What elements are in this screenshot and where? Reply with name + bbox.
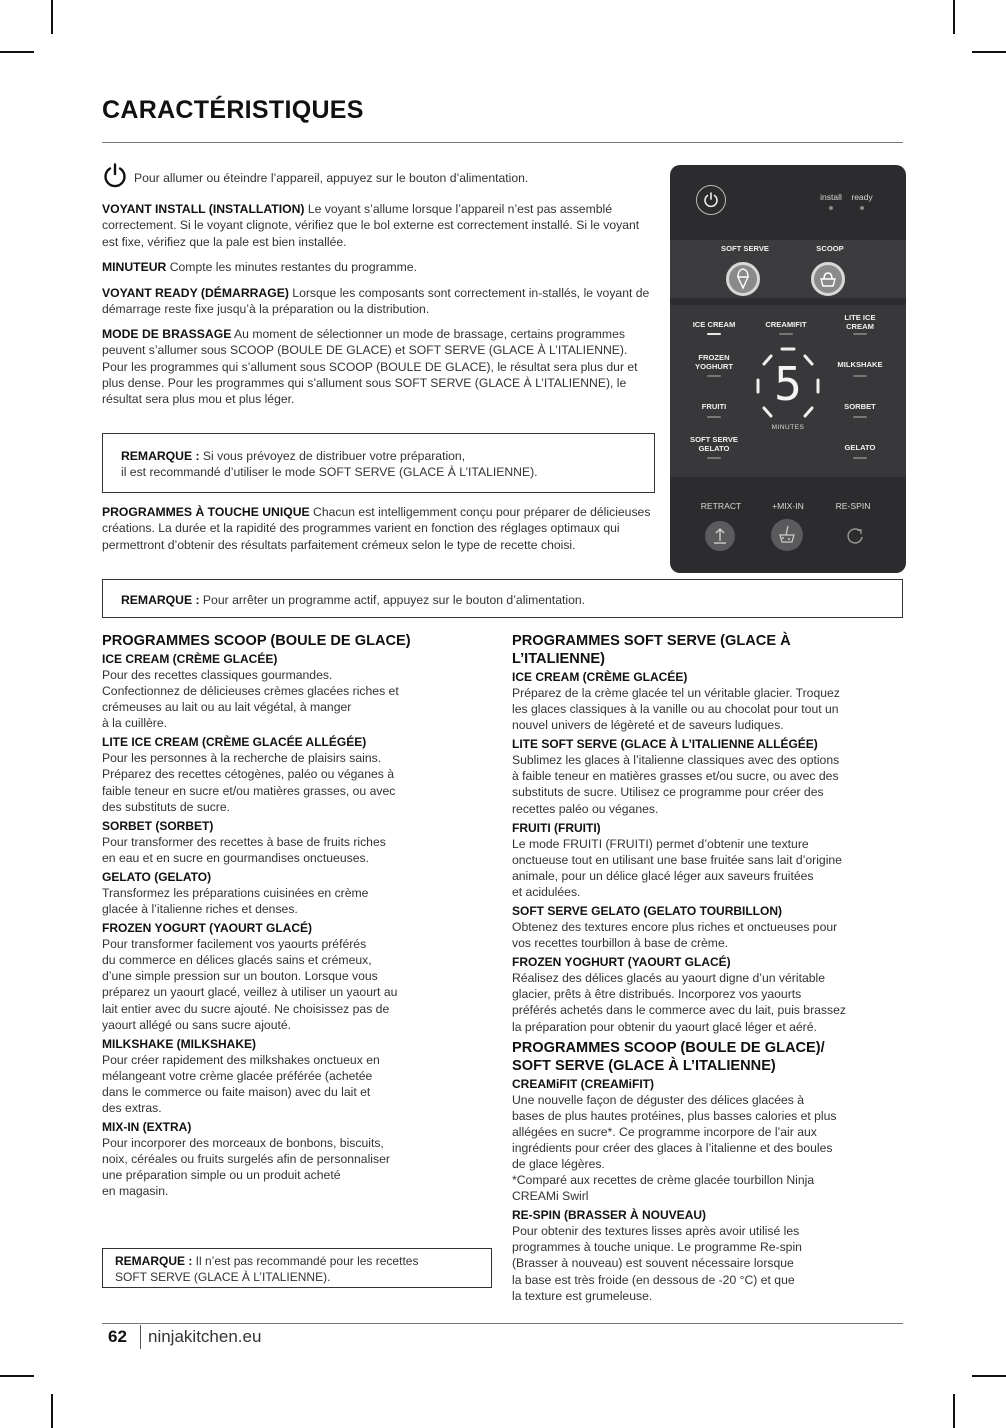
program-section xyxy=(512,821,907,900)
program-description-line: vos recettes tourbillon à base de crème. xyxy=(512,936,729,951)
program-description-line: Pour les personnes à la recherche de plaisirs sains. xyxy=(102,751,382,766)
program-label-line: YOGHURT xyxy=(695,361,733,371)
program-description-line: des extras. xyxy=(102,1100,162,1115)
program-indicator xyxy=(707,416,721,418)
program-description-line: crémeuses au lait ou au lait végétal, à manger xyxy=(102,700,352,715)
program-description-line: allégées en sucre*. Ce programme incorpore de l’air aux xyxy=(512,1124,817,1139)
program-section xyxy=(512,1208,907,1303)
program-title: CREAMiFIT (CREAMiFIT) xyxy=(512,1076,654,1091)
program-section xyxy=(102,652,482,731)
note-line: il est recommandé d’utiliser le mode SOFT SERVE (GLACE À L’ITALIENNE). xyxy=(121,465,538,480)
note-label: REMARQUE : xyxy=(121,593,200,607)
program-description-line: substituts de sucre. Utilisez ce programme pour créer des xyxy=(512,785,824,800)
program-description-line: une préparation simple ou un produit acheté xyxy=(102,1168,341,1183)
one-touch-desc: Chacun est intelligemment conçu pour préparer de délicieuses créations. La durée et la rapidité des programmes varient en fonction des réglages optimaux qui permettront d’obtenir des résultats parfaitement crémeux selon le type de recette choisi. xyxy=(102,505,651,552)
program-description-line: des substituts de sucre. xyxy=(102,799,231,814)
footer-divider xyxy=(140,1325,141,1349)
program-section xyxy=(102,1037,482,1116)
program-indicator xyxy=(707,375,721,377)
program-list xyxy=(102,652,482,1199)
intro-item-timer xyxy=(102,259,652,275)
program-title: GELATO (GELATO) xyxy=(102,869,212,884)
footer-rule xyxy=(102,1323,903,1324)
crop-mark xyxy=(972,1375,1006,1377)
program-title: MIX-IN (EXTRA) xyxy=(102,1120,192,1135)
program-label-line: GELATO xyxy=(698,443,730,453)
intro-item-ready xyxy=(102,285,652,318)
program-fruiti[interactable]: FRUITI xyxy=(701,402,727,411)
program-indicator xyxy=(853,375,867,377)
re-spin-label: RE-SPIN xyxy=(835,501,871,511)
page-title: CARACTÉRISTIQUES xyxy=(102,96,364,124)
one-touch-term: PROGRAMMES À TOUCHE UNIQUE xyxy=(102,505,310,519)
intro-desc: Lorsque les composants sont correctement in-stallés, le voyant de démarrage reste fixe jusqu’à la préparation ou la distribution. xyxy=(102,286,650,317)
note-line xyxy=(121,448,654,464)
program-description-line: la préparation pour obtenir du yaourt glacé léger et aéré. xyxy=(512,1019,817,1034)
program-indicator xyxy=(707,333,721,335)
program-description-line: Réalisez des délices glacés au yaourt digne d’un véritable xyxy=(512,971,826,986)
program-description-line: *Comparé aux recettes de crème glacée tourbillon Ninja xyxy=(512,1173,815,1188)
program-title: FROZEN YOGHURT (YAOURT GLACÉ) xyxy=(512,955,731,970)
program-label-line: SOFT SERVE xyxy=(690,435,738,444)
note-line xyxy=(115,1253,491,1269)
cone-icon xyxy=(729,265,757,293)
program-description-line: Pour transformer des recettes à base de fruits riches xyxy=(102,834,386,849)
soft-serve-label: SOFT SERVE xyxy=(721,244,769,253)
program-frozen-yoghurt[interactable] xyxy=(684,354,744,371)
program-description-line: programmes à touche unique. Le programme Re-spin xyxy=(512,1240,802,1255)
program-description-line: dans le commerce ou faite maison) avec du lait et xyxy=(102,1084,371,1099)
note-text: Pour arrêter un programme actif, appuyez sur le bouton d’alimentation. xyxy=(199,593,586,607)
intro-term: VOYANT INSTALL (INSTALLATION) xyxy=(102,202,305,216)
program-section xyxy=(102,1120,482,1199)
crop-mark xyxy=(51,0,53,34)
intro-desc: Le voyant s’allume lorsque l’appareil n’est pas assemblé correctement. Si le voyant clignote, vérifiez que le bol externe est correctement installé. Si le voyant est fixe, vérifiez que la pale est bien installée. xyxy=(102,202,640,249)
program-description-line: en magasin. xyxy=(102,1184,169,1199)
program-title: MILKSHAKE (MILKSHAKE) xyxy=(102,1036,256,1051)
program-description-line: CREAMi Swirl xyxy=(512,1189,589,1204)
note-line: SOFT SERVE (GLACE À L’ITALIENNE). xyxy=(115,1270,331,1284)
intro-desc: Compte les minutes restantes du programme. xyxy=(166,260,417,274)
program-section xyxy=(102,735,482,814)
program-description-line: bases de plus hautes protéines, plus basses calories et plus xyxy=(512,1108,837,1123)
crop-mark xyxy=(972,51,1006,53)
program-lite-ice-cream[interactable] xyxy=(830,314,890,331)
program-milkshake[interactable]: MILKSHAKE xyxy=(837,360,883,369)
program-description-line: Préparez de la crème glacée tel un véritable glacier. Troquez xyxy=(512,686,840,700)
program-label-line: FROZEN xyxy=(698,353,730,362)
program-title: SORBET (SORBET) xyxy=(102,818,214,833)
program-title: LITE SOFT SERVE (GLACE À L’ITALIENNE ALLÉGÉE) xyxy=(512,737,818,752)
program-section xyxy=(102,870,482,917)
section-heading: PROGRAMMES SCOOP (BOULE DE GLACE)/ xyxy=(512,1039,825,1056)
program-description-line: Transformez les préparations cuisinées en crème xyxy=(102,885,369,900)
program-ice-cream[interactable]: ICE CREAM xyxy=(692,320,736,329)
intro-item-install xyxy=(102,201,652,250)
program-description-line: Pour créer rapidement des milkshakes onctueux en xyxy=(102,1052,380,1067)
program-description-line: d’une simple pression sur un bouton. Lorsque vous xyxy=(102,969,378,984)
section-heading: SOFT SERVE (GLACE À L’ITALIENNE) xyxy=(512,1057,776,1074)
program-list xyxy=(512,1077,907,1304)
minutes-label: MINUTES xyxy=(771,424,805,431)
intro-desc: Au moment de sélectionner un mode de brassage, certains programmes peuvent s’allumer sous SCOOP (BOULE DE GLACE) et SOFT SERVE (GLACE À L’ITALIENNE). Pour les programmes qui s’allument sous SCOOP (BOULE DE GLACE), le résultat sera plus dur et plus dense. Pour les programmes qui s’allument sous SOFT SERVE (GLACE À L’ITALIENNE), le résultat sera plus mou et plus léger. xyxy=(102,327,638,407)
program-gelato[interactable]: GELATO xyxy=(844,443,876,452)
title-rule xyxy=(102,142,903,143)
program-title: LITE ICE CREAM (CRÈME GLACÉE ALLÉGÉE) xyxy=(102,735,367,750)
note-box xyxy=(102,1248,492,1288)
panel-band xyxy=(670,240,906,298)
intro-term: MINUTEUR xyxy=(102,260,167,274)
program-description-line: Pour des recettes classiques gourmandes. xyxy=(102,668,333,682)
note-box xyxy=(102,579,903,618)
program-description-line: préparez un yaourt glacé, veillez à utiliser un yaourt au xyxy=(102,985,398,1000)
program-description-line: à la cuillère. xyxy=(102,716,168,731)
intro-item-mode xyxy=(102,326,652,407)
program-description-line: Pour obtenir des textures lisses après avoir utilisé les xyxy=(512,1224,800,1239)
intro-term: MODE DE BRASSAGE xyxy=(102,327,232,341)
program-description-line: Pour incorporer des morceaux de bonbons, biscuits, xyxy=(102,1136,384,1151)
note-box xyxy=(102,433,655,493)
program-sorbet[interactable]: SORBET xyxy=(844,402,876,411)
bowl-icon xyxy=(814,265,842,293)
program-indicator xyxy=(707,457,721,459)
section-heading: L’ITALIENNE) xyxy=(512,651,605,667)
timer-digit: 5 xyxy=(774,357,802,411)
program-description-line: Une nouvelle façon de déguster des délices glacées à xyxy=(512,1092,805,1107)
program-title: SOFT SERVE GELATO (GELATO TOURBILLON) xyxy=(512,904,783,919)
program-description-line: noix, céréales ou fruits surgelés afin de personnaliser xyxy=(102,1152,390,1167)
program-title: ICE CREAM (CRÈME GLACÉE) xyxy=(512,670,688,684)
power-button[interactable] xyxy=(696,185,726,215)
program-section xyxy=(512,955,907,1034)
program-description-line: Préparez des recettes cétogènes, paléo ou véganes à xyxy=(102,767,395,782)
program-description-line: glacier, prêts à être distribués. Incorporez vos yaourts xyxy=(512,987,802,1002)
ready-indicator xyxy=(860,206,864,210)
note-label: REMARQUE : xyxy=(121,449,200,463)
mix-in-button[interactable] xyxy=(771,519,803,551)
program-description-line: lait entier avec du sucre ajouté. Ne choisissez pas de xyxy=(102,1001,390,1016)
section-heading: PROGRAMMES SCOOP (BOULE DE GLACE) xyxy=(102,633,411,649)
program-description-line: en eau et en sucre en gourmandises onctueuses. xyxy=(102,850,369,865)
retract-button[interactable] xyxy=(705,521,735,551)
program-description-line: les glaces classiques à la vanille ou au chocolat pour tout un xyxy=(512,702,839,717)
program-description-line: Sublimez les glaces à l’italienne classiques avec des options xyxy=(512,753,840,768)
program-description-line: du commerce en délices glacés sains et crémeux, xyxy=(102,953,372,968)
program-description-line: faible teneur en sucre et/ou matières grasses, ou avec xyxy=(102,783,396,798)
program-description-line: yaourt allégé ou sans sucre ajouté. xyxy=(102,1017,292,1032)
program-description-line: animale, pour un délice glacé léger aux saveurs fruitées xyxy=(512,868,814,883)
program-description-line: Le mode FRUITI (FRUITI) permet d’obtenir une texture xyxy=(512,836,809,851)
program-description-line: glacée à l’italienne riches et denses. xyxy=(102,902,298,917)
control-panel xyxy=(670,165,906,573)
power-text: Pour allumer ou éteindre l’appareil, appuyez sur le bouton d’alimentation. xyxy=(134,171,529,185)
mix-in-icon xyxy=(771,519,803,551)
program-description-line: préférés achetés dans le commerce avec du lait, puis brassez xyxy=(512,1003,846,1018)
program-description-line: Confectionnez de délicieuses crèmes glacées riches et xyxy=(102,684,399,699)
crop-mark xyxy=(0,51,34,53)
program-description-line: recettes paléo ou véganes. xyxy=(512,801,659,816)
program-creamifit[interactable]: CREAMIFIT xyxy=(765,320,807,329)
note-label: REMARQUE : xyxy=(115,1254,193,1268)
install-indicator xyxy=(829,206,833,210)
program-description-line: la base est très froide (en dessous de -20 °C) et que xyxy=(512,1272,795,1287)
program-section xyxy=(102,921,482,1033)
mix-in-label: +MIX-IN xyxy=(772,501,804,511)
program-description-line: onctueuse tout en utilisant une base fruitée sans lait d’origine xyxy=(512,852,842,867)
program-description-line: et acidulées. xyxy=(512,884,581,899)
power-icon xyxy=(102,162,128,188)
program-description-line: ingrédients pour créer des glaces à l’italienne et des boules xyxy=(512,1140,833,1155)
retract-icon xyxy=(705,521,735,551)
power-icon xyxy=(697,186,725,214)
retract-label: RETRACT xyxy=(700,501,742,511)
soft-serve-programs-column xyxy=(512,632,907,1308)
scoop-programs-column xyxy=(102,632,482,1203)
one-touch-text xyxy=(102,504,657,553)
note-text: Il n’est pas recommandé pour les recettes xyxy=(192,1254,419,1268)
program-indicator xyxy=(779,333,793,335)
timer-display xyxy=(748,340,828,440)
scoop-label: SCOOP xyxy=(816,244,844,253)
ready-label: ready xyxy=(851,192,873,202)
crop-mark xyxy=(51,1394,53,1428)
website-url: ninjakitchen.eu xyxy=(148,1327,262,1346)
crop-mark xyxy=(953,1394,955,1428)
program-section xyxy=(512,670,907,733)
program-title: FROZEN YOGURT (YAOURT GLACÉ) xyxy=(102,921,313,936)
program-description-line: Obtenez des textures encore plus riches et onctueuses pour xyxy=(512,920,838,935)
intro-term: VOYANT READY (DÉMARRAGE) xyxy=(102,286,289,300)
program-section xyxy=(512,904,907,951)
program-title: FRUITI (FRUITI) xyxy=(512,820,601,835)
page-number: 62 xyxy=(108,1327,127,1346)
program-description-line: de glace légères. xyxy=(512,1156,605,1171)
program-soft-serve-gelato[interactable] xyxy=(678,436,750,453)
program-label-line: LITE ICE xyxy=(844,313,876,322)
program-description-line: nouvel univers de légèreté et de saveurs ludiques. xyxy=(512,718,784,733)
program-section xyxy=(512,737,907,816)
program-title: RE-SPIN (BRASSER À NOUVEAU) xyxy=(512,1208,707,1223)
section-heading: PROGRAMMES SOFT SERVE (GLACE À xyxy=(512,633,791,649)
program-indicator xyxy=(853,457,867,459)
crop-mark xyxy=(953,0,955,34)
program-description-line: la texture est grumeleuse. xyxy=(512,1288,653,1303)
program-indicator xyxy=(853,416,867,418)
program-title: ICE CREAM (CRÈME GLACÉE) xyxy=(102,652,278,666)
program-description-line: (Brasser à nouveau) est souvent nécessaire lorsque xyxy=(512,1256,794,1271)
program-section xyxy=(512,1077,907,1205)
re-spin-icon xyxy=(840,521,870,551)
soft-serve-button[interactable] xyxy=(726,262,760,296)
program-description-line: mélangeant votre crème glacée préférée (achetée xyxy=(102,1068,373,1083)
program-description-line: Pour transformer facilement vos yaourts préférés xyxy=(102,937,367,952)
program-section xyxy=(102,819,482,866)
install-label: install xyxy=(820,192,842,202)
crop-mark xyxy=(0,1375,34,1377)
program-description-line: à faible teneur en matières grasses et/ou sucre, ou avec des xyxy=(512,769,839,784)
program-indicator xyxy=(853,333,867,335)
program-list xyxy=(512,670,907,1035)
re-spin-button[interactable] xyxy=(840,521,870,551)
scoop-button[interactable] xyxy=(811,262,845,296)
note-text: Si vous prévoyez de distribuer votre préparation, xyxy=(199,449,466,463)
program-label-line: CREAM xyxy=(846,321,874,331)
